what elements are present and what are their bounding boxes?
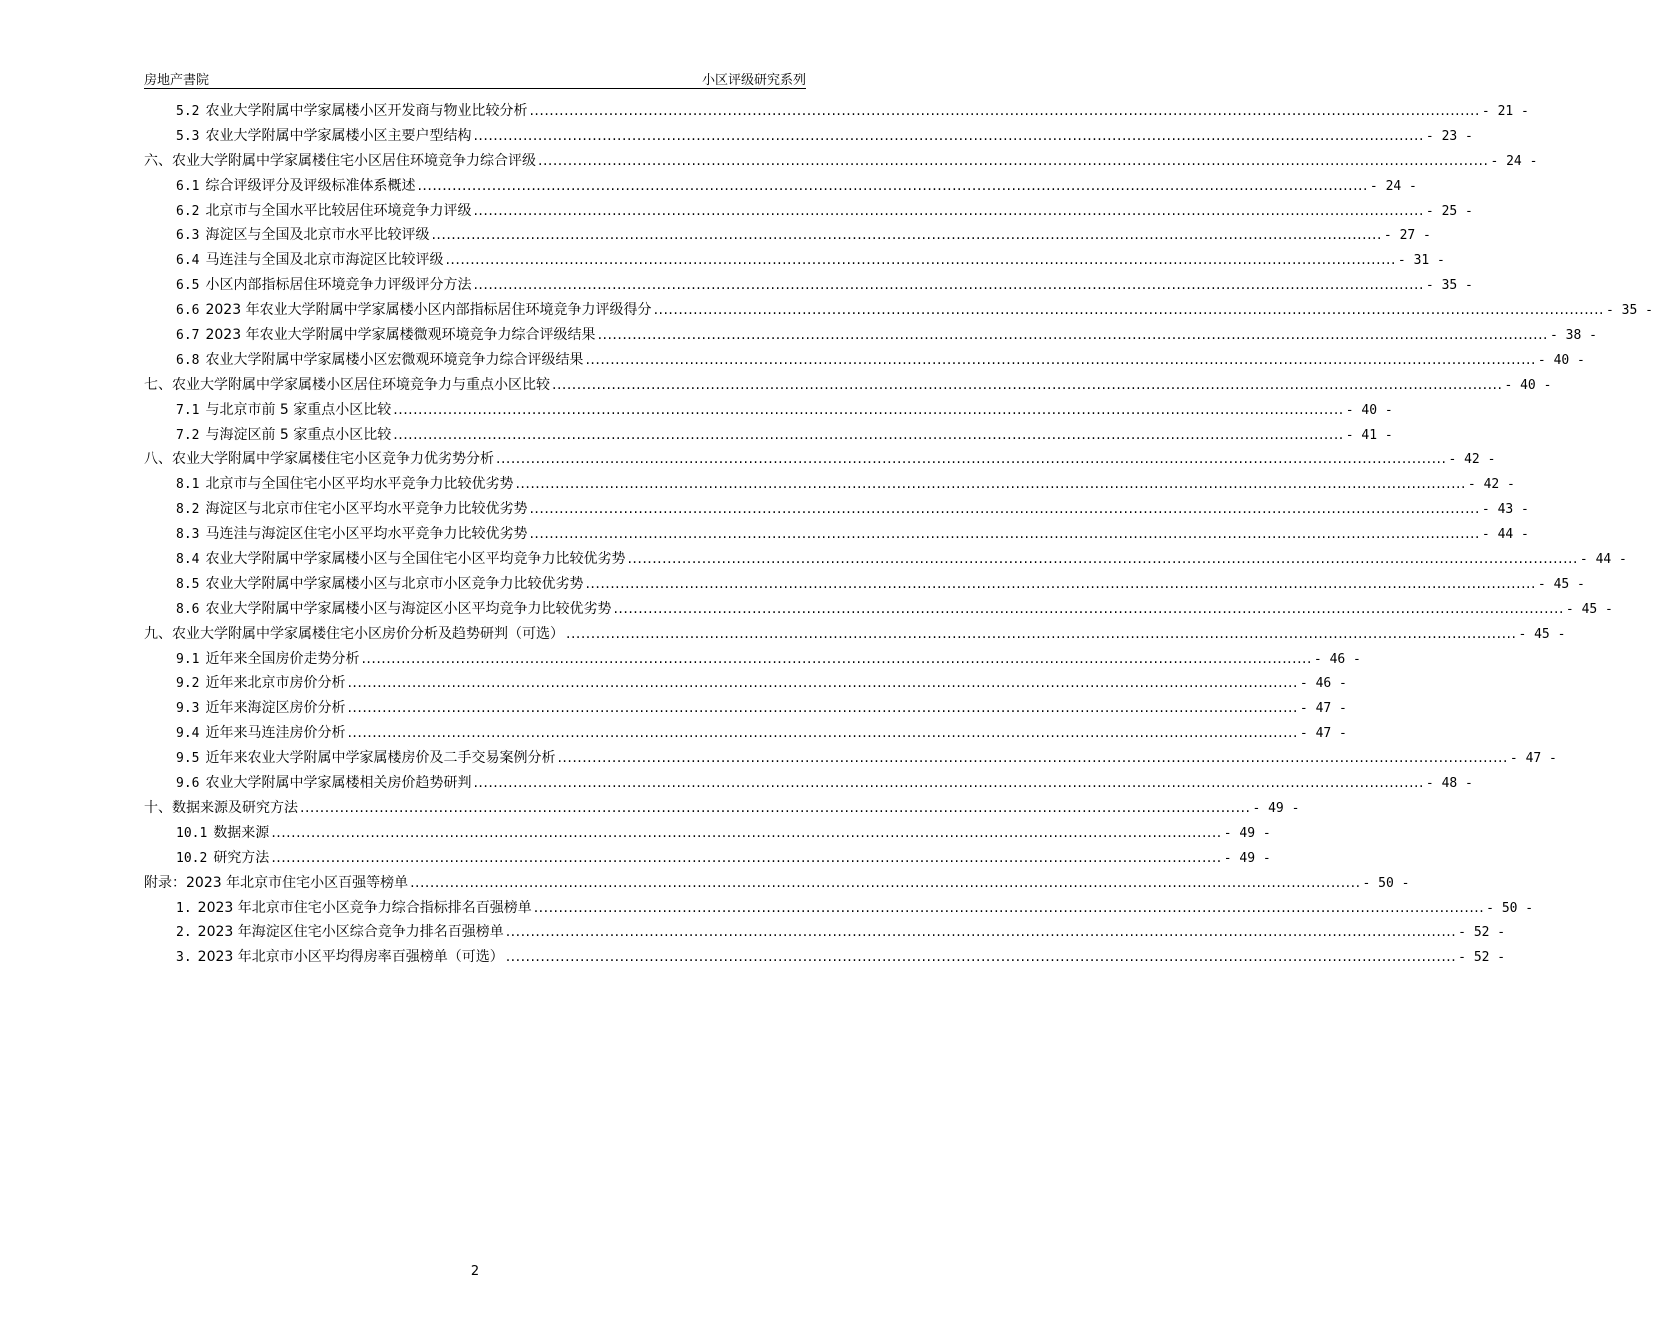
- toc-leader-dots: [566, 622, 1516, 647]
- toc-entry-page: - 42 -: [1467, 477, 1515, 493]
- toc-entry-page: - 52 -: [1458, 925, 1506, 941]
- toc-entry-page: - 46 -: [1313, 651, 1361, 667]
- toc-entry-title: 九、农业大学附属中学家属楼住宅小区房价分析及趋势研判（可选）: [144, 625, 564, 642]
- toc-entry-number: 3.: [176, 950, 192, 966]
- toc-entry-page: - 35 -: [1606, 303, 1653, 319]
- toc-entry[interactable]: [144, 696, 1347, 721]
- toc-entry-page: - 44 -: [1481, 527, 1529, 543]
- toc-entry-title: 六、农业大学附属中学家属楼住宅小区居住环境竞争力综合评级: [144, 152, 536, 169]
- toc-entry-page: - 35 -: [1425, 278, 1473, 294]
- toc-entry[interactable]: [144, 721, 1347, 746]
- toc-leader-dots: [473, 771, 1423, 796]
- toc-leader-dots: [347, 671, 1297, 696]
- toc-entry[interactable]: [144, 199, 1473, 224]
- toc-entry[interactable]: [144, 771, 1473, 796]
- toc-leader-dots: [529, 522, 1479, 547]
- toc-entry[interactable]: [144, 99, 1529, 124]
- toc-leader-dots: [393, 398, 1343, 423]
- toc-entry-title: 近年来全国房价走势分析: [205, 650, 360, 667]
- toc-leader-dots: [347, 696, 1297, 721]
- toc-entry-page: - 50 -: [1486, 900, 1534, 916]
- toc-entry-title: 海淀区与全国及北京市水平比较评级: [205, 227, 430, 244]
- toc-entry-number: 7.1: [176, 402, 200, 418]
- toc-entry-page: - 24 -: [1490, 153, 1538, 169]
- toc-entry-title: 农业大学附属中学家属楼小区主要户型结构: [205, 127, 472, 144]
- toc-entry-title: 北京市与全国水平比较居住环境竞争力评级: [205, 202, 472, 219]
- toc-entry[interactable]: [144, 622, 1566, 647]
- toc-entry-page: - 27 -: [1383, 228, 1431, 244]
- toc-entry-number: 6.2: [176, 203, 200, 219]
- toc-entry[interactable]: [144, 472, 1515, 497]
- toc-entry-page: - 43 -: [1481, 502, 1529, 518]
- toc-leader-dots: [431, 223, 1381, 248]
- toc-entry-number: 8.6: [176, 601, 200, 617]
- toc-entry-page: - 24 -: [1369, 178, 1417, 194]
- toc-entry[interactable]: [144, 572, 1585, 597]
- toc-entry-page: - 46 -: [1299, 676, 1347, 692]
- table-of-contents: [144, 99, 1653, 970]
- toc-leader-dots: [417, 174, 1367, 199]
- toc-leader-dots: [506, 945, 1456, 970]
- toc-entry[interactable]: [144, 273, 1473, 298]
- toc-entry-title: 与北京市前 5 家重点小区比较: [205, 401, 392, 418]
- toc-entry-title: 2023 年农业大学附属中学家属楼小区内部指标居住环境竞争力评级得分: [205, 302, 652, 319]
- toc-entry-title: 马连洼与全国及北京市海淀区比较评级: [205, 252, 444, 269]
- toc-leader-dots: [473, 273, 1423, 298]
- toc-leader-dots: [496, 447, 1446, 472]
- toc-entry-number: 6.4: [176, 253, 200, 269]
- toc-entry-page: - 49 -: [1252, 800, 1300, 816]
- toc-entry[interactable]: [144, 746, 1557, 771]
- toc-leader-dots: [585, 572, 1535, 597]
- toc-entry-page: - 50 -: [1362, 875, 1410, 891]
- toc-entry-page: - 25 -: [1425, 203, 1473, 219]
- toc-entry-title: 综合评级评分及评级标准体系概述: [205, 177, 416, 194]
- toc-entry[interactable]: [144, 945, 1506, 970]
- toc-leader-dots: [300, 796, 1250, 821]
- toc-entry-number: 7.2: [176, 427, 200, 443]
- toc-entry-page: - 47 -: [1299, 701, 1347, 717]
- toc-entry[interactable]: [144, 398, 1393, 423]
- toc-entry-title: 农业大学附属中学家属楼相关房价趋势研判: [205, 775, 472, 792]
- toc-entry-title: 农业大学附属中学家属楼小区宏微观环境竞争力综合评级结果: [205, 351, 584, 368]
- toc-entry[interactable]: [144, 149, 1538, 174]
- toc-entry-page: - 38 -: [1550, 328, 1597, 344]
- toc-entry-page: - 21 -: [1481, 104, 1529, 119]
- toc-entry-page: - 40 -: [1504, 377, 1552, 393]
- toc-entry-title: 十、数据来源及研究方法: [144, 799, 298, 816]
- toc-leader-dots: [654, 298, 1604, 323]
- toc-entry-page: - 47 -: [1299, 726, 1347, 742]
- toc-entry-number: 8.2: [176, 502, 200, 518]
- toc-entry-page: - 23 -: [1425, 128, 1473, 144]
- toc-entry-page: - 47 -: [1509, 751, 1557, 767]
- toc-entry-page: - 42 -: [1448, 452, 1496, 468]
- toc-entry[interactable]: [144, 671, 1347, 696]
- toc-entry[interactable]: [144, 920, 1506, 945]
- toc-entry-title: 近年来北京市房价分析: [205, 675, 346, 692]
- toc-entry-page: - 40 -: [1537, 352, 1585, 368]
- header-right-title: 小区评级研究系列: [701, 73, 806, 88]
- toc-entry-number: 6.5: [176, 278, 200, 294]
- toc-entry-page: - 45 -: [1518, 626, 1566, 642]
- toc-leader-dots: [585, 348, 1535, 373]
- toc-entry-title: 八、农业大学附属中学家属楼住宅小区竞争力优劣势分析: [144, 451, 494, 468]
- toc-entry[interactable]: [144, 647, 1361, 672]
- page-number: 2: [470, 1264, 480, 1279]
- toc-entry-number: 6.3: [176, 228, 200, 244]
- toc-entry-title: 近年来农业大学附属中学家属楼房价及二手交易案例分析: [205, 750, 556, 767]
- toc-entry-page: - 31 -: [1397, 253, 1445, 269]
- toc-entry-title: 小区内部指标居住环境竞争力评级评分方法: [205, 277, 472, 294]
- toc-entry[interactable]: [144, 547, 1627, 572]
- toc-entry-title: 研究方法: [213, 849, 270, 866]
- toc-entry-title: 2023 年北京市住宅小区竞争力综合指标排名百强榜单: [197, 899, 532, 916]
- toc-leader-dots: [347, 721, 1297, 746]
- toc-entry-title: 与海淀区前 5 家重点小区比较: [205, 426, 392, 443]
- toc-entry[interactable]: [144, 871, 1410, 896]
- toc-leader-dots: [598, 323, 1548, 348]
- toc-entry-title: 数据来源: [213, 824, 270, 841]
- toc-entry-title: 近年来海淀区房价分析: [205, 700, 346, 717]
- toc-leader-dots: [534, 896, 1484, 921]
- toc-entry-page: - 40 -: [1345, 402, 1393, 418]
- toc-leader-dots: [538, 149, 1488, 174]
- toc-entry-title: 马连洼与海淀区住宅小区平均水平竞争力比较优劣势: [205, 526, 528, 543]
- toc-entry-number: 2.: [176, 925, 192, 941]
- toc-entry-number: 8.3: [176, 527, 200, 543]
- toc-entry[interactable]: [144, 174, 1417, 199]
- toc-leader-dots: [445, 248, 1395, 273]
- toc-entry-page: - 48 -: [1425, 776, 1473, 792]
- toc-entry-number: 10.2: [176, 850, 208, 866]
- toc-entry-page: - 44 -: [1579, 552, 1627, 568]
- toc-leader-dots: [529, 99, 1479, 124]
- toc-entry-number: 9.2: [176, 676, 200, 692]
- toc-entry[interactable]: [144, 447, 1496, 472]
- toc-leader-dots: [506, 920, 1456, 945]
- toc-entry-number: 9.5: [176, 751, 200, 767]
- toc-entry[interactable]: [144, 223, 1431, 248]
- toc-entry[interactable]: [144, 298, 1653, 323]
- toc-entry-number: 9.3: [176, 701, 200, 717]
- toc-entry-title: 附录：2023 年北京市住宅小区百强等榜单: [144, 874, 409, 891]
- toc-leader-dots: [271, 846, 1221, 871]
- toc-entry[interactable]: [144, 522, 1529, 547]
- toc-entry[interactable]: [144, 821, 1271, 846]
- toc-entry-number: 9.6: [176, 776, 200, 792]
- toc-entry-title: 农业大学附属中学家属楼小区与北京市小区竞争力比较优劣势: [205, 575, 584, 592]
- toc-leader-dots: [393, 423, 1343, 448]
- toc-entry-number: 8.4: [176, 552, 200, 568]
- toc-entry-title: 北京市与全国住宅小区平均水平竞争力比较优劣势: [205, 476, 514, 493]
- toc-leader-dots: [613, 597, 1563, 622]
- toc-entry-number: 6.1: [176, 178, 200, 194]
- toc-entry[interactable]: [144, 348, 1585, 373]
- toc-entry-number: 6.7: [176, 328, 200, 344]
- toc-entry-title: 2023 年海淀区住宅小区综合竞争力排名百强榜单: [197, 924, 504, 941]
- toc-entry-page: - 52 -: [1458, 950, 1506, 966]
- toc-entry-page: - 45 -: [1537, 576, 1585, 592]
- toc-entry-title: 七、农业大学附属中学家属楼小区居住环境竞争力与重点小区比较: [144, 376, 550, 393]
- toc-entry-number: 8.5: [176, 576, 200, 592]
- toc-leader-dots: [515, 472, 1465, 497]
- toc-entry-page: - 45 -: [1565, 601, 1613, 617]
- toc-entry-page: - 49 -: [1223, 850, 1271, 866]
- toc-leader-dots: [271, 821, 1221, 846]
- toc-leader-dots: [473, 199, 1423, 224]
- toc-entry-title: 农业大学附属中学家属楼小区开发商与物业比较分析: [205, 103, 528, 119]
- page-header: [144, 66, 806, 89]
- toc-entry-number: 1.: [176, 900, 192, 916]
- toc-entry-title: 近年来马连洼房价分析: [205, 725, 346, 742]
- toc-entry-page: - 49 -: [1223, 825, 1271, 841]
- toc-entry-number: 6.6: [176, 303, 200, 319]
- toc-entry-number: 9.4: [176, 726, 200, 742]
- toc-entry[interactable]: [144, 248, 1445, 273]
- toc-entry[interactable]: [144, 896, 1534, 921]
- toc-entry-title: 海淀区与北京市住宅小区平均水平竞争力比较优劣势: [205, 501, 528, 518]
- toc-entry-title: 2023 年农业大学附属中学家属楼微观环境竞争力综合评级结果: [205, 327, 596, 344]
- toc-entry-number: 10.1: [176, 825, 208, 841]
- toc-entry[interactable]: [144, 124, 1473, 149]
- toc-entry-page: - 41 -: [1345, 427, 1393, 443]
- toc-entry-number: 6.8: [176, 352, 200, 368]
- toc-entry[interactable]: [144, 497, 1529, 522]
- toc-entry-number: 8.1: [176, 477, 200, 493]
- toc-entry[interactable]: [144, 373, 1552, 398]
- toc-leader-dots: [529, 497, 1479, 522]
- toc-leader-dots: [410, 871, 1360, 896]
- toc-leader-dots: [627, 547, 1577, 572]
- toc-entry[interactable]: [144, 423, 1393, 448]
- toc-entry[interactable]: [144, 323, 1597, 348]
- header-left-title: 房地产書院: [144, 73, 210, 88]
- toc-leader-dots: [361, 647, 1311, 672]
- toc-entry[interactable]: [144, 597, 1613, 622]
- toc-entry[interactable]: [144, 796, 1300, 821]
- toc-entry-title: 农业大学附属中学家属楼小区与海淀区小区平均竞争力比较优劣势: [205, 600, 612, 617]
- toc-entry-number: 5.3: [176, 128, 200, 144]
- toc-leader-dots: [557, 746, 1507, 771]
- toc-leader-dots: [552, 373, 1502, 398]
- toc-leader-dots: [473, 124, 1423, 149]
- toc-entry-number: 5.2: [176, 104, 200, 119]
- toc-entry-title: 农业大学附属中学家属楼小区与全国住宅小区平均竞争力比较优劣势: [205, 551, 626, 568]
- toc-entry[interactable]: [144, 846, 1271, 871]
- toc-entry-number: 9.1: [176, 651, 200, 667]
- toc-entry-title: 2023 年北京市小区平均得房率百强榜单（可选）: [197, 949, 504, 966]
